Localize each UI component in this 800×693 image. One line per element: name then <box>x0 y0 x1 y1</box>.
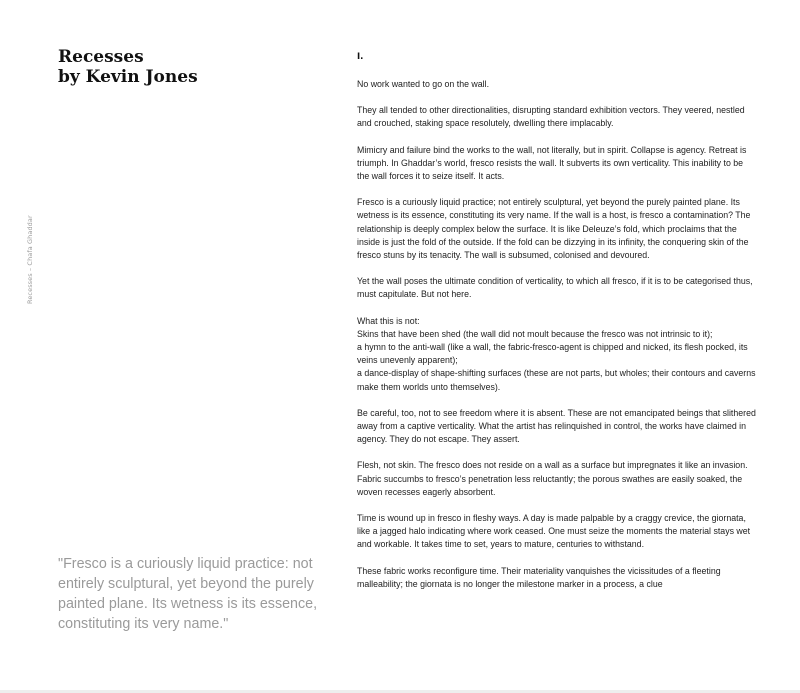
body-paragraph: Fresco is a curiously liquid practice; not entirely sculptural, yet beyond the purely painted plane. Its wetness is its essence, constituting its very name. If the wall is a host, is fresco a contamination? The relationship is deeply complex below the surface. It is like Deleuze’s fold, which proclaims that the inside is just the fold of the outside. If the fold can be dizzying in its infinity, the conquering skin of the fresco stuns by its tenacity. The wall is subsumed, colonised and devoured. <box>357 197 751 261</box>
body-paragraph: Mimicry and failure bind the works to the wall, not literally, but in spirit. Collapse is agency. Retreat is triumph. In Ghaddar’s world, fresco resists the wall. It subverts its own verticality. This inability to be the wall forces it to seize itself. It acts. <box>357 144 747 182</box>
body-paragraph: No work wanted to go on the wall. <box>357 79 490 89</box>
body-paragraph: Flesh, not skin. The fresco does not reside on a wall as a surface but impregnates it like an invasion. Fabric succumbs to fresco’s penetration less reluctantly; the porous swathes are easily soaked, the woven recesses eagerly absorbent. <box>357 460 748 497</box>
article-title: Recesses <box>58 47 144 67</box>
not-list <box>357 315 757 394</box>
body-paragraph: Time is wound up in fresco in fleshy ways. A day is made palpable by a craggy crevice, the giornata, like a jagged halo indicating where work ceased. One must seize the moments the material stays wet and workable. It takes time to set, years to mature, centuries to withstand. <box>357 513 751 550</box>
body-paragraph: They all tended to other directionalities, disrupting standard exhibition vectors. They veered, nestled and crouched, staking space resolutely, dwelling there implacably. <box>357 105 745 129</box>
list-intro: What this is not: <box>357 315 420 326</box>
body-paragraph: Be careful, too, not to see freedom where it is absent. These are not emancipated beings that slithered away from a captive verticality. What the artist has relinquished in control, the works have claimed in agency. They do not escape. They assert. <box>357 407 756 445</box>
article-body <box>357 78 757 604</box>
body-paragraph: Yet the wall poses the ultimate condition of verticality, to which all fresco, if it is to be categorised thus, must capitulate. But not here. <box>357 276 753 300</box>
section-number: I. <box>357 52 364 62</box>
article-byline: by Kevin Jones <box>58 67 198 87</box>
pull-quote: "Fresco is a curiously liquid practice: not entirely sculptural, yet beyond the purely painted plane. Its wetness is its essence, constituting its very name." <box>58 556 318 632</box>
list-item: Skins that have been shed (the wall did not moult because the fresco was not intrinsic to it); <box>357 328 713 339</box>
list-item: a hymn to the anti-wall (like a wall, the fabric-fresco-agent is chipped and nicked, its flesh pocked, its veins unevenly apparent); <box>357 342 748 366</box>
body-paragraph: These fabric works reconfigure time. Their materiality vanquishes the vicissitudes of a fleeting malleability; the giornata is no longer the milestone marker in a process, a clue <box>357 565 721 589</box>
running-head: Recesses – Chafa Ghaddar <box>26 215 34 304</box>
list-item: a dance-display of shape-shifting surfaces (these are not parts, but wholes; their contours and caverns make them worlds unto themselves). <box>357 368 756 392</box>
